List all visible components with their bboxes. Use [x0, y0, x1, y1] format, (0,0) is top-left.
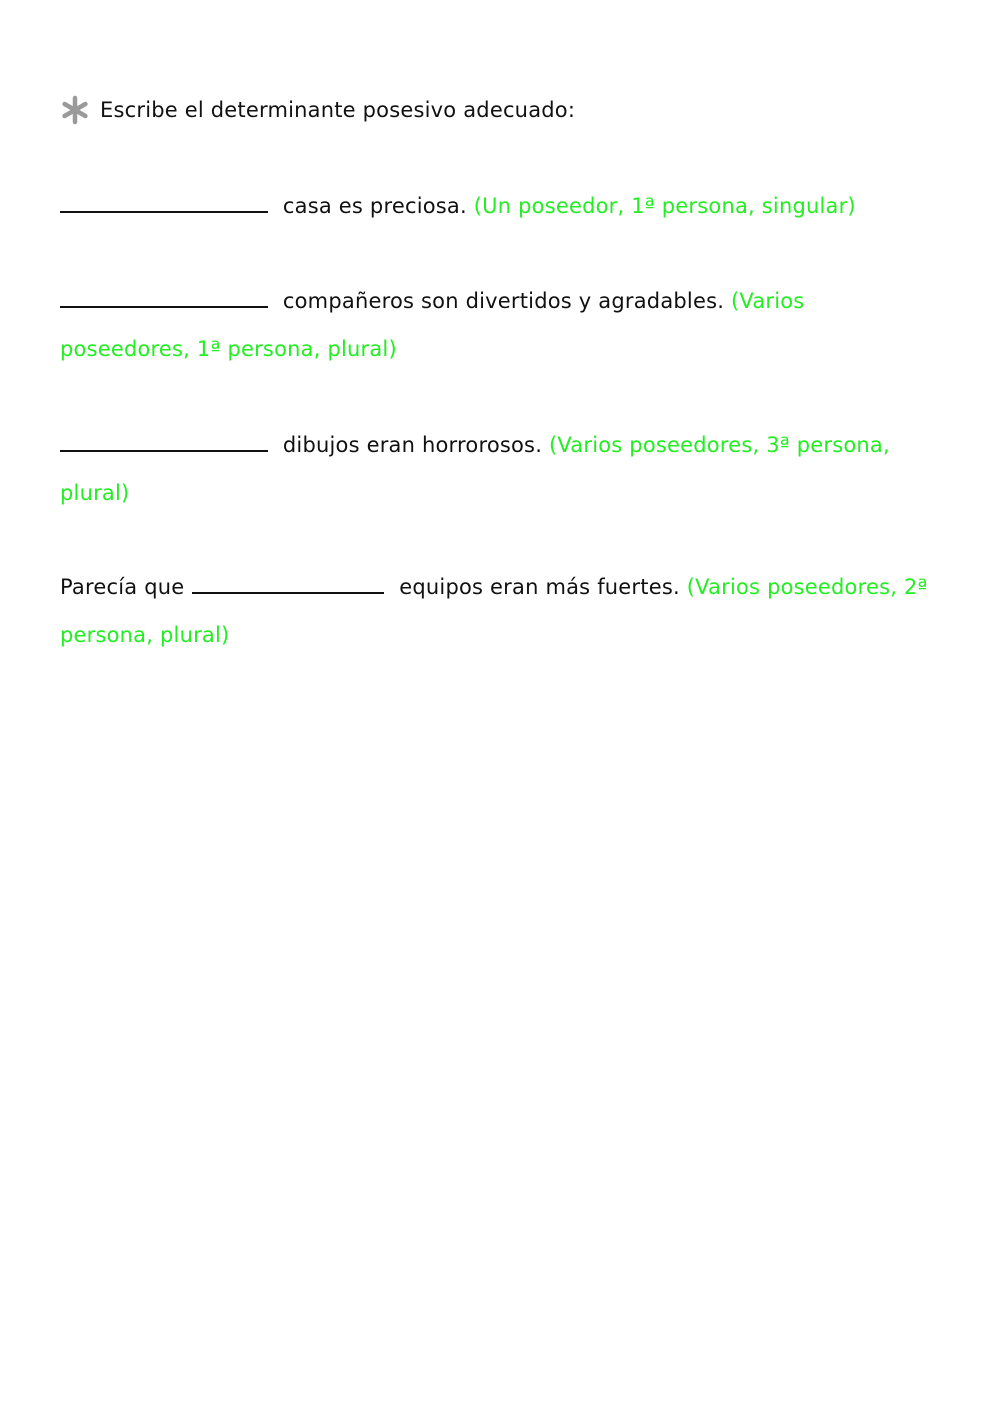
- exercise-item: [60, 182, 930, 230]
- answer-blank[interactable]: [60, 304, 268, 308]
- answer-blank[interactable]: [192, 590, 384, 594]
- asterisk-icon: [60, 95, 90, 125]
- answer-blank[interactable]: [60, 209, 268, 213]
- exercise-item: [60, 563, 930, 659]
- instruction-text: Escribe el determinante posesivo adecuado:: [100, 98, 576, 122]
- instruction-row: [60, 92, 575, 128]
- exercise-hint: (Varios poseedores, 1ª persona, plural): [60, 289, 805, 361]
- exercise-sentence: casa es preciosa.: [282, 194, 467, 218]
- exercise-hint: (Varios poseedores, 3ª persona, plural): [60, 433, 890, 505]
- exercise-hint: (Varios poseedores, 2ª persona, plural): [60, 575, 928, 647]
- exercise-hint: (Un poseedor, 1ª persona, singular): [473, 194, 856, 218]
- answer-blank[interactable]: [60, 448, 268, 452]
- exercise-sentence: compañeros son divertidos y agradables.: [282, 289, 725, 313]
- exercise-lead-text: Parecía que: [60, 575, 185, 599]
- exercise-sentence: equipos eran más fuertes.: [399, 575, 680, 599]
- exercise-item: [60, 277, 930, 373]
- exercise-sentence: dibujos eran horrorosos.: [282, 433, 543, 457]
- exercise-item: [60, 421, 930, 517]
